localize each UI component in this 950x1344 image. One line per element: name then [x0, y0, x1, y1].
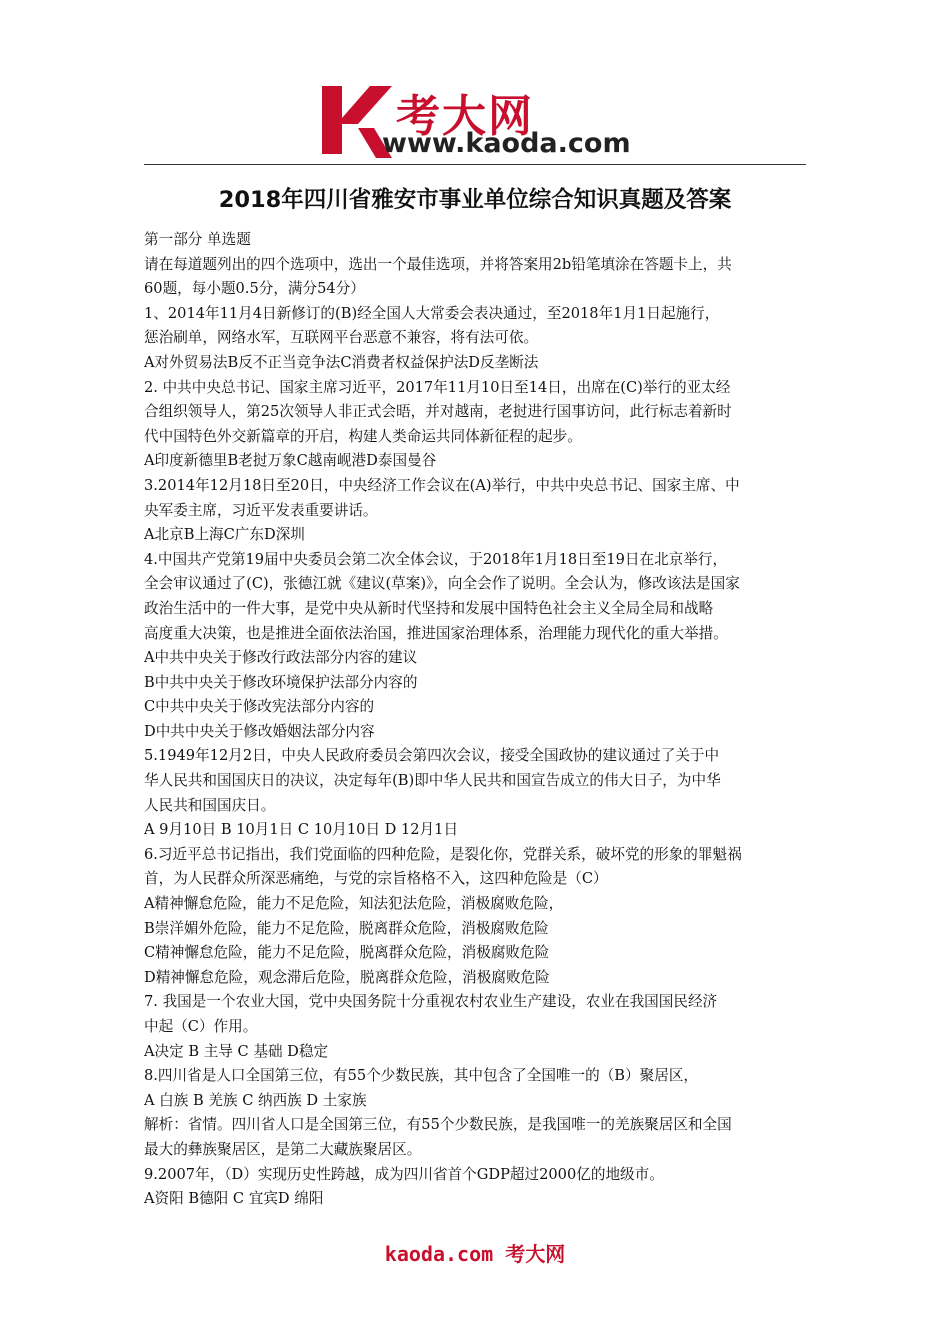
text-line: A精神懈怠危险，能力不足危险，知法犯法危险，消极腐败危险， — [144, 895, 564, 913]
text-line: 人民共和国国庆日。 — [144, 796, 276, 814]
text-line: 1、2014年11月4日新修订的(B)经全国人大常委会表决通过，至2018年1月1日起施行， — [144, 304, 720, 322]
text-line: 9.2007年，（D）实现历史性跨越，成为四川省首个GDP超过2000亿的地级市。 — [144, 1165, 664, 1183]
text-line: 2. 中共中央总书记、国家主席习近平，2017年11月10日至14日，出席在(C)举行的亚太经 — [144, 378, 731, 396]
text-line: A北京B上海C广东D深圳 — [144, 526, 305, 544]
text-line: 8.四川省是人口全国第三位，有55个少数民族，其中包含了全国唯一的（B）聚居区， — [144, 1067, 699, 1085]
text-line: 第一部分 单选题 — [144, 231, 251, 248]
text-line: 4.中国共产党第19届中央委员会第二次全体会议，于2018年1月18日至19日在北京举行， — [144, 550, 728, 568]
text-line: A 白族 B 羌族 C 纳西族 D 土家族 — [144, 1091, 367, 1109]
logo-text: 考大网 — [396, 91, 534, 142]
text-line: C中共中央关于修改宪法部分内容的 — [144, 698, 375, 716]
text-line: 代中国特色外交新篇章的开启，构建人类命运共同体新征程的起步。 — [144, 427, 582, 445]
text-line: 惩治刷单，网络水军，互联网平台恶意不兼容，将有法可依。 — [144, 329, 539, 347]
text-line: 3.2014年12月18日至20日，中央经济工作会议在(A)举行，中共中央总书记、国家主席、中 — [144, 476, 740, 494]
text-line: A中共中央关于修改行政法部分内容的建议 — [144, 649, 418, 667]
text-line: 7. 我国是一个农业大国，党中央国务院十分重视农村农业生产建设，农业在我国国民经济 — [144, 993, 718, 1011]
text-line: D精神懈怠危险，观念滞后危险，脱离群众危险，消极腐败危险 — [144, 968, 550, 986]
text-line: 60题，每小题0.5分，满分54分） — [144, 280, 365, 298]
page-title: 2018年四川省雅安市事业单位综合知识真题及答案 — [218, 187, 732, 213]
site-logo — [318, 78, 648, 162]
text-line: A对外贸易法B反不正当竞争法C消费者权益保护法D反垄断法 — [144, 353, 539, 371]
text-line: 高度重大决策，也是推进全面依法治国，推进国家治理体系，治理能力现代化的重大举措。 — [144, 624, 728, 642]
header-divider — [144, 164, 806, 165]
text-line: B中共中央关于修改环境保护法部分内容的 — [144, 673, 418, 691]
text-line: 解析：省情。四川省人口是全国第三位，有55个少数民族，是我国唯一的羌族聚居区和全国 — [144, 1116, 732, 1134]
text-line: C精神懈怠危险，能力不足危险，脱离群众危险，消极腐败危险 — [144, 944, 550, 962]
text-line: A印度新德里B老挝万象C越南岘港D泰国曼谷 — [144, 452, 437, 470]
text-line: A决定 B 主导 C 基础 D稳定 — [144, 1042, 329, 1060]
text-line: 全会审议通过了(C)，张德江就《建议(草案)》，向全会作了说明。全会认为，修改该法是国家 — [144, 575, 740, 593]
footer-text: kaoda.com 考大网 — [384, 1242, 566, 1266]
text-line: 华人民共和国国庆日的决议，决定每年(B)即中华人民共和国宣告成立的伟大日子，为中华 — [144, 772, 721, 790]
text-line: 央军委主席，习近平发表重要讲话。 — [144, 501, 378, 519]
logo-url: www.kaoda.com — [382, 128, 631, 159]
text-line: A资阳 B德阳 C 宜宾D 绵阳 — [144, 1190, 324, 1208]
document-body — [144, 228, 808, 1212]
text-line: 5.1949年12月2日，中央人民政府委员会第四次会议，接受全国政协的建议通过了关于中 — [144, 747, 720, 765]
text-line: 请在每道题列出的四个选项中，选出一个最佳选项，并将答案用2b铅笔填涂在答题卡上，共 — [144, 255, 732, 273]
text-line: 最大的彝族聚居区，是第二大藏族聚居区。 — [144, 1140, 422, 1158]
text-line: 政治生活中的一件大事，是党中央从新时代坚持和发展中国特色社会主义全局全局和战略 — [144, 599, 714, 617]
text-line: D中共中央关于修改婚姻法部分内容 — [144, 722, 375, 740]
text-line: 合组织领导人，第25次领导人非正式会晤，并对越南，老挝进行国事访问，此行标志着新时 — [144, 403, 732, 421]
text-line: 中起（C）作用。 — [144, 1018, 258, 1035]
text-line: B崇洋媚外危险，能力不足危险，脱离群众危险，消极腐败危险 — [144, 919, 549, 937]
text-line: A 9月10日 B 10月1日 C 10月10日 D 12月1日 — [144, 821, 459, 839]
text-line: 首，为人民群众所深恶痛绝，与党的宗旨格格不入，这四种危险是（C） — [144, 870, 608, 888]
text-line: 6.习近平总书记指出，我们党面临的四种危险，是裂化你，党群关系，破坏党的形象的罪魁祸 — [144, 845, 742, 863]
